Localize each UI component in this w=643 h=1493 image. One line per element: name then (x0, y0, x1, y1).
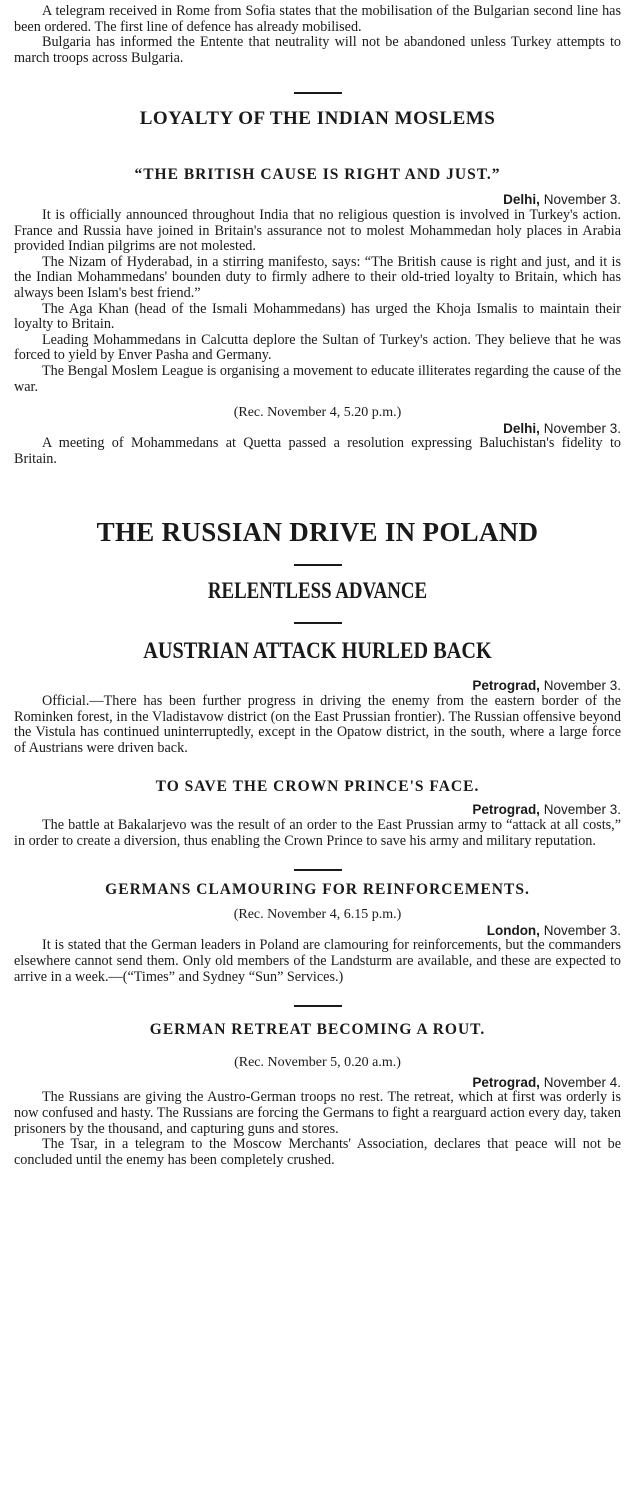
reinforcements-dateline (14, 923, 621, 939)
loyalty-received-line: (Rec. November 4, 5.20 p.m.) (233, 405, 402, 421)
loyalty-subheading: “THE BRITISH CAUSE IS RIGHT AND JUST.” (134, 166, 501, 184)
russian-dateline (14, 678, 621, 694)
dateline-place: Petrograd, (472, 678, 540, 694)
crown-paragraph-1: The battle at Bakalarjevo was the result of an order to the East Prussian army to “attack at all costs,” in order to create a diversion, thus enabling the Crown Prince to save his army and military reputation. (14, 817, 621, 849)
loyalty-paragraph-6: A meeting of Mohammedans at Quetta passed a resolution expressing Baluchistan's fidelity to Britain. (14, 435, 621, 467)
rout-heading: GERMAN RETREAT BECOMING A ROUT. (149, 1021, 486, 1039)
intro-paragraph-2: Bulgaria has informed the Entente that neutrality will not be abandoned unless Turkey attempts to march troops across Bulgaria. (14, 34, 621, 66)
dateline-place: Petrograd, (472, 1074, 540, 1090)
reinforcements-heading: GERMANS CLAMOURING FOR REINFORCEMENTS. (105, 881, 530, 899)
dateline-date: November 4. (543, 1074, 621, 1090)
dateline-date: November 3. (543, 922, 621, 938)
russian-paragraph-1: Official.—There has been further progress in driving the enemy from the eastern border of the Rominken forest, in the Vladistavow district (on the East Prussian frontier). The Russian offensive beyond the Vistula has continued uninterruptedly, except in the Opatow district, in the south, where a large force of Austrians were driven back. (14, 693, 621, 756)
crown-heading: TO SAVE THE CROWN PRINCE'S FACE. (155, 778, 480, 796)
dateline-place: Petrograd, (472, 802, 540, 818)
dateline-place: Delhi, (503, 420, 540, 436)
dateline-date: November 3. (543, 678, 621, 694)
crown-dateline (14, 802, 621, 818)
loyalty-paragraph-2: The Nizam of Hyderabad, in a stirring manifesto, says: “The British cause is right and just, and it is the Indian Mohammedans' bounden duty to firmly adhere to their old-tried loyalty to Britain, which has always been Islam's best friend.” (14, 253, 621, 301)
loyalty-dateline (14, 192, 621, 208)
dateline-date: November 3. (543, 192, 621, 208)
intro-paragraph-1: A telegram received in Rome from Sofia states that the mobilisation of the Bulgarian second line has been ordered. The first line of defence has already mobilised. (14, 3, 621, 35)
dateline-place: Delhi, (503, 192, 540, 208)
loyalty-paragraph-4: Leading Mohammedans in Calcutta deplore the Sultan of Turkey's action. They believe that he was forced to yield by Enver Pasha and Germany. (14, 331, 621, 364)
rout-paragraph-2: The Tsar, in a telegram to the Moscow Merchants' Association, declares that peace will not be concluded until the enemy has been completely crushed. (14, 1136, 621, 1168)
dateline-date: November 3. (543, 420, 621, 436)
rout-received-line: (Rec. November 5, 0.20 a.m.) (234, 1055, 401, 1071)
dateline-date: November 3. (543, 802, 621, 818)
rout-paragraph-1: The Russians are giving the Austro-German troops no rest. The retreat, which at first was orderly is now confused and hasty. The Russians are forcing the Germans to fight a rearguard action every day, taken prisoners by the thousand, and capturing guns and stores. (14, 1089, 621, 1137)
russian-heading: THE RUSSIAN DRIVE IN POLAND (96, 517, 539, 548)
reinforcements-paragraph-1: It is stated that the German leaders in Poland are clamouring for reinforcements, but the commanders elsewhere cannot send them. Only old members of the Landsturm are available, and these are expected to arrive in a week.—(“Times” and Sydney “Sun” Services.) (14, 937, 621, 985)
rout-dateline (14, 1075, 621, 1091)
loyalty-paragraph-3: The Aga Khan (head of the Ismali Mohammedans) has urged the Khoja Ismalis to maintain their loyalty to Britain. (14, 300, 621, 333)
loyalty-heading: LOYALTY OF THE INDIAN MOSLEMS (139, 108, 496, 130)
dateline-place: London, (486, 922, 540, 938)
loyalty-dateline-2 (14, 421, 621, 437)
loyalty-paragraph-1: It is officially announced throughout India that no religious question is involved in Turkey's action. France and Russia have joined in Britain's assurance not to molest Mohammedan holy places in Arabia provided Indian pilgrims are not molested. (14, 206, 621, 255)
reinforcements-received-line: (Rec. November 4, 6.15 p.m.) (233, 907, 402, 923)
russian-subheading-2: AUSTRIAN ATTACK HURLED BACK (143, 638, 492, 664)
russian-subheading-1: RELENTLESS ADVANCE (207, 578, 428, 604)
loyalty-paragraph-5: The Bengal Moslem League is organising a movement to educate illiterates regarding the cause of the war. (14, 362, 621, 395)
